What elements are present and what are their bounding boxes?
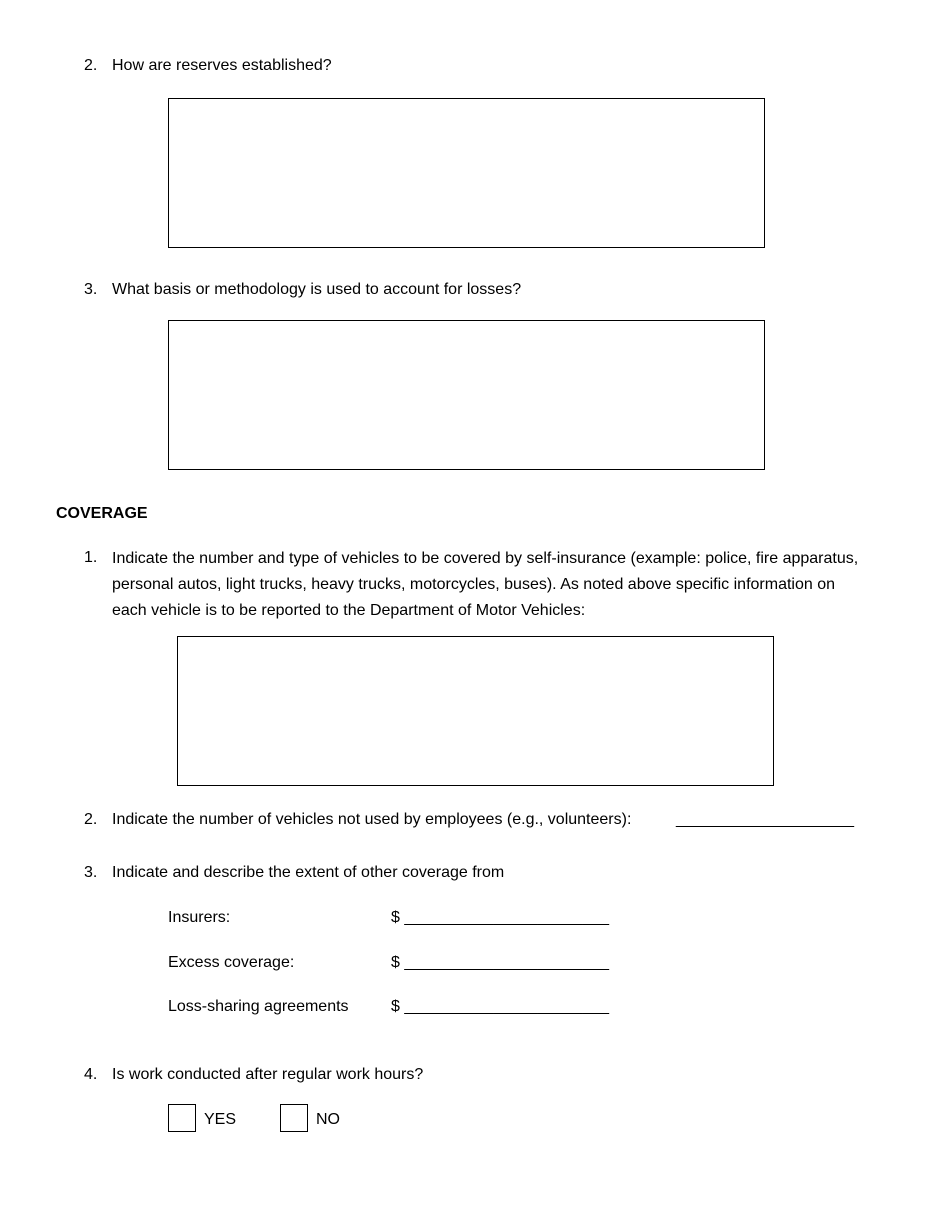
vehicles-answer-box[interactable]: [177, 636, 774, 786]
no-label: NO: [316, 1111, 340, 1128]
losses-answer-box[interactable]: [168, 320, 765, 470]
reserves-answer-box[interactable]: [168, 98, 765, 248]
question-number: 3.: [84, 864, 98, 881]
question-text: Indicate the number of vehicles not used by employees (e.g., volunteers):: [112, 811, 632, 828]
question-number: 3.: [84, 281, 98, 298]
excess-coverage-label: Excess coverage:: [168, 954, 295, 971]
no-checkbox[interactable]: [280, 1104, 308, 1132]
question-text: What basis or methodology is used to account for losses?: [112, 281, 522, 298]
loss-sharing-amount-field[interactable]: $ _______________________: [391, 998, 610, 1015]
question-text: Indicate the number and type of vehicles to be covered by self-insurance (example: police, fire apparatus, personal autos, light trucks, heavy trucks, motorcycles, buses). As noted above specific information on each vehicle is to be reported to the Department of Motor Vehicles:: [112, 550, 859, 619]
volunteer-vehicles-blank[interactable]: ____________________: [676, 811, 854, 828]
excess-coverage-amount-field[interactable]: $ _______________________: [391, 954, 610, 971]
loss-sharing-label: Loss-sharing agreements: [168, 998, 349, 1015]
yes-label: YES: [204, 1111, 237, 1128]
question-text: Is work conducted after regular work hours?: [112, 1066, 424, 1083]
question-number: 2.: [84, 811, 98, 828]
question-number: 2.: [84, 57, 98, 74]
question-text: Indicate and describe the extent of other coverage from: [112, 864, 505, 881]
section-heading: COVERAGE: [56, 505, 148, 522]
question-number: 4.: [84, 1066, 98, 1083]
insurers-label: Insurers:: [168, 909, 231, 926]
yes-checkbox[interactable]: [168, 1104, 196, 1132]
insurers-amount-field[interactable]: $ _______________________: [391, 909, 610, 926]
question-number: 1.: [84, 549, 98, 566]
question-text: How are reserves established?: [112, 57, 332, 74]
